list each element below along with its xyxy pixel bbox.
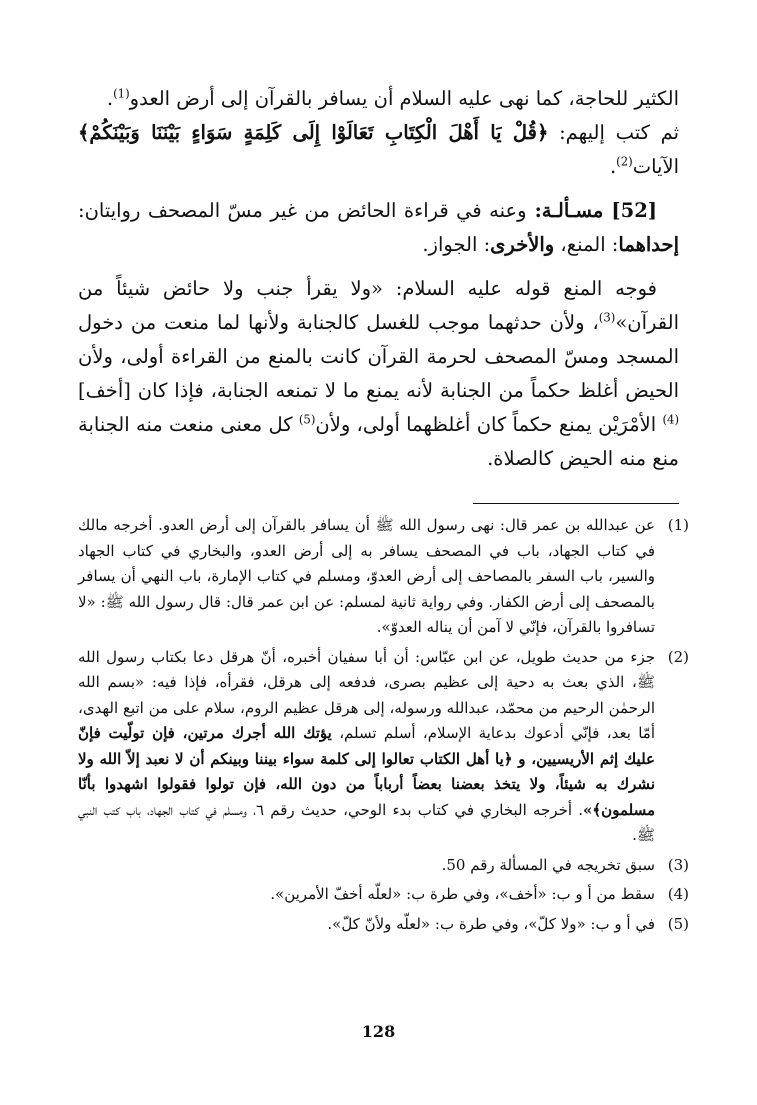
footnote-4-mark: (4) (667, 885, 689, 903)
paragraph-3-part-b: ، ولأن حدثهما موجب للغسل كالجنابة ولأنها لما منعت من دخول المسجد ومسّ المصحف لحرمة القرآن كانت بالمنع من القراءة أولى، ولأن الحيض أغلظ حكماً من الجنابة لأنه يمنع ما لا تمنعه الجنابة، فإذا كان [أخف] (78, 311, 679, 402)
footnote-3-text: سبق تخريجه في المسألة رقم 50. (441, 855, 655, 874)
footnote-2-text-a: جزء من حديث طويل، عن ابن عبّاس: أن أبا سفيان أخبره، أنّ هرقل دعا بكتاب رسول الله ﷺ، الذي بعث به دحية إلى عظيم بصرى، فدفعه إلى هرقل، فقرأه، فإذا فيه: «بسم الله الرحمٰن الرحيم من محمّد، عبدالله ورسوله، إلى هرقل عظيم الروم، سلام على من اتبع الهدى، أمّا بعد، فإنّي أدعوك بدعاية الإسلام، أسلم تسلم، (78, 647, 656, 742)
footnote-ref-3[interactable]: (3) (598, 310, 616, 325)
footnote-5 (78, 912, 689, 938)
footnote-3-mark: (3) (667, 855, 689, 874)
quran-verse: ﴿قُلْ يَا أَهْلَ الْكِتَابِ تَعَالَوْا إِلَى كَلِمَةٍ سَوَاءٍ بَيْنَنَا وَبَيْنَكُمْ﴾ (78, 121, 549, 144)
paragraph-2 (78, 116, 679, 184)
paragraph-3-part-d: كل معنى منعت منه الجنابة منع منه الحيض كالصلاة. (78, 413, 679, 470)
footnote-ref-5[interactable]: (5) (298, 412, 316, 427)
footnote-1 (78, 513, 689, 641)
paragraph-1 (78, 82, 679, 116)
masala-label: مسـألـة: (526, 199, 612, 222)
footnote-ref-2[interactable]: (2) (616, 154, 633, 169)
footnote-4 (78, 882, 689, 908)
paragraph-2-dot: . (609, 155, 617, 178)
footnote-5-mark: (5) (667, 914, 689, 933)
paragraph-2-end: الآيات (632, 155, 679, 178)
footnote-2-text (78, 645, 655, 849)
footnote-5-text: في أ و ب: «ولا كلّ»، وفي طرة ب: «لعلّه ولأنّ كلّ». (327, 914, 655, 933)
footnote-4-text: سقط من أ و ب: «أخف»، وفي طرة ب: «لعلّه أخفّ الأمرين». (270, 885, 655, 903)
paragraph-3-part-a: فوجه المنع قوله عليه السلام: «ولا يقرأ جنب ولا حائض شيئاً من القرآن» (78, 277, 679, 334)
footnote-3 (78, 853, 689, 879)
paragraph-1-end: . (106, 87, 114, 110)
footnote-separator (473, 503, 679, 504)
paragraph-3 (78, 272, 679, 476)
riwaya-1-label: إحداهما (618, 233, 679, 256)
footnote-ref-1[interactable]: (1) (113, 86, 130, 101)
main-text (78, 82, 679, 476)
footnote-2-text-bold: يؤتك الله أجرك مرتين، فإن تولّيت فإنّ عليك إثم الأريسيين، و ﴿يا أهل الكتاب تعالوا إلى كلمة سواء بيننا وبينكم أن لا نعبد إلاّ الله ولا نشرك به شيئاً، ولا يتخذ بعضنا بعضاً أرباباً من دون الله، فإن تولوا فقولوا اشهدوا بأنّا مسلمون﴾» (78, 724, 655, 819)
masala-text: وعنه في قراءة الحائض من غير مسّ المصحف روايتان: (78, 199, 527, 222)
footnote-ref-4[interactable]: (4) (662, 412, 680, 427)
paragraph-2-intro: ثم كتب إليهم: (548, 121, 679, 144)
riwaya-2-text: : الجواز. (422, 233, 491, 256)
masala-number: [52] (611, 199, 657, 222)
riwaya-1-text: : المنع، (554, 233, 619, 256)
footnote-2-mark: (2) (667, 647, 689, 666)
masala-paragraph (78, 194, 679, 262)
footnote-1-mark: (1) (667, 516, 689, 534)
footnote-1-text: عن عبدالله بن عمر قال: نهى رسول الله ﷺ أن يسافر بالقرآن إلى أرض العدو. أخرجه مالك في كتاب الجهاد، باب في المصحف يسافر به إلى أرض العدو، والبخاري في كتاب الجهاد والسير، باب السفر بالمصاحف إلى أرض العدوّ، ومسلم في كتاب الإمارة، باب النهي أن يسافر بالمصحف إلى أرض الكفار. وفي رواية ثانية لمسلم: عن ابن عمر قال: قال رسول الله ﷺ: «لا تسافروا بالقرآن، فإنّي لا آمن أن يناله العدوّ». (78, 516, 655, 636)
riwaya-2-label: والأخرى (490, 233, 555, 256)
paragraph-1-text: الكثير للحاجة، كما نهى عليه السلام أن يسافر بالقرآن إلى أرض العدو (129, 87, 679, 110)
paragraph-3-part-c: الأمْرَيْن يمنع حكماً كان أغلظهما أولى، ولأن (315, 413, 663, 436)
footnote-2 (78, 645, 689, 849)
footnotes (78, 513, 689, 941)
footnote-2-text-b: . أخرجه البخاري في كتاب بدء الوحي، حديث رقم ٦، ومسلم في كتاب الجهاد، باب كتب النبي ﷺ. (78, 800, 655, 844)
page-number: 128 (361, 1022, 396, 1041)
